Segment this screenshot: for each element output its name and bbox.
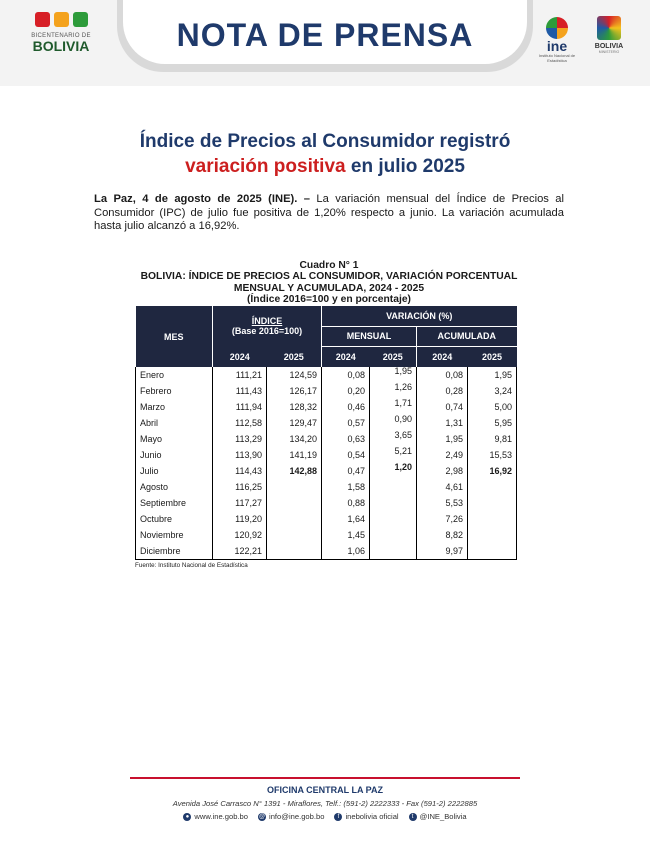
cell-i25 bbox=[267, 463, 322, 479]
cell-m24 bbox=[322, 431, 370, 447]
lead-text: La variación mensual del Índice de Precios al Consumidor (IPC) de julio fue positiva de 1,20% respecto a junio. La variación acumulada hasta julio alcanzó a 16,92%. bbox=[94, 193, 564, 232]
cell-a24 bbox=[417, 431, 468, 447]
cell-a24-value: 4,61 bbox=[445, 482, 463, 492]
contact-twitter-text: @INE_Bolivia bbox=[419, 812, 467, 821]
cell-a24-value: 1,31 bbox=[445, 418, 463, 428]
cell-a24 bbox=[417, 527, 468, 543]
cell-m24-value: 0,88 bbox=[347, 498, 365, 508]
cell-mes bbox=[136, 495, 213, 511]
table-row bbox=[136, 415, 517, 431]
cell-m25 bbox=[370, 415, 417, 431]
cell-a25-value: 15,53 bbox=[489, 450, 512, 460]
cell-a25-value: 1,95 bbox=[494, 370, 512, 380]
cell-a25 bbox=[468, 399, 517, 415]
cell-a24-value: 0,28 bbox=[445, 386, 463, 396]
cell-mes bbox=[136, 527, 213, 543]
cell-a24 bbox=[417, 479, 468, 495]
cell-i25 bbox=[267, 447, 322, 463]
government-logo-mark bbox=[597, 16, 621, 40]
table-row bbox=[136, 447, 517, 463]
cell-mes bbox=[136, 511, 213, 527]
cell-a24 bbox=[417, 495, 468, 511]
header-mensual-2025: 2025 bbox=[370, 346, 417, 367]
cell-a25 bbox=[468, 463, 517, 479]
cell-m25-value: 1,95 bbox=[394, 366, 412, 376]
cell-i24 bbox=[213, 431, 267, 447]
ine-logo bbox=[537, 17, 577, 77]
cell-a25 bbox=[468, 479, 517, 495]
cell-i25 bbox=[267, 367, 322, 383]
cell-a24-value: 2,49 bbox=[445, 450, 463, 460]
cell-mes-value: Septiembre bbox=[140, 498, 187, 508]
cell-i25-value: 134,20 bbox=[289, 434, 317, 444]
banner-title: NOTA DE PRENSA bbox=[176, 16, 474, 53]
cell-i25-value: 129,47 bbox=[289, 418, 317, 428]
cell-a25 bbox=[468, 415, 517, 431]
headline-line-1: Índice de Precios al Consumidor registró bbox=[139, 131, 511, 152]
cell-i24-value: 111,43 bbox=[235, 386, 262, 396]
headline-line-2 bbox=[0, 156, 650, 178]
header-acumulada-2024: 2024 bbox=[417, 346, 468, 367]
cell-m24-value: 0,47 bbox=[347, 466, 365, 476]
ipc-table bbox=[135, 306, 517, 560]
cell-mes-value: Febrero bbox=[140, 386, 172, 396]
cell-a24-value: 7,26 bbox=[445, 514, 463, 524]
contact-twitter[interactable] bbox=[409, 812, 467, 821]
cell-m24 bbox=[322, 479, 370, 495]
cell-mes-value: Enero bbox=[140, 370, 165, 380]
cell-i24-value: 117,27 bbox=[235, 498, 262, 508]
cell-m25 bbox=[370, 479, 417, 495]
cell-a25-value: 16,92 bbox=[489, 466, 512, 476]
cell-i24-value: 113,29 bbox=[235, 434, 262, 444]
header-indice-base: (Base 2016=100) bbox=[231, 326, 303, 336]
cell-a24-value: 8,82 bbox=[445, 530, 463, 540]
cell-mes bbox=[136, 415, 213, 431]
cell-a24 bbox=[417, 415, 468, 431]
cell-m24-value: 0,57 bbox=[347, 418, 365, 428]
footer-divider bbox=[130, 777, 520, 779]
cell-m25 bbox=[370, 399, 417, 415]
table-row bbox=[136, 495, 517, 511]
table-row bbox=[136, 479, 517, 495]
cell-m24 bbox=[322, 527, 370, 543]
table-row bbox=[136, 511, 517, 527]
cell-a24 bbox=[417, 383, 468, 399]
contact-email-text: info@ine.gob.bo bbox=[269, 812, 325, 821]
cell-a24-value: 2,98 bbox=[445, 466, 463, 476]
ine-logo-mark bbox=[546, 17, 568, 39]
cell-a24-value: 1,95 bbox=[445, 434, 463, 444]
cell-mes-value: Noviembre bbox=[140, 530, 184, 540]
cell-m24 bbox=[322, 463, 370, 479]
cell-a24 bbox=[417, 511, 468, 527]
cell-m25 bbox=[370, 463, 417, 479]
cell-i25 bbox=[267, 399, 322, 415]
cell-mes bbox=[136, 399, 213, 415]
cell-a24 bbox=[417, 543, 468, 560]
cell-a24-value: 0,08 bbox=[445, 370, 463, 380]
cell-i24 bbox=[213, 415, 267, 431]
cell-a24 bbox=[417, 367, 468, 383]
footer-address: Avenida José Carrasco N° 1391 - Miraflores, Telf.: (591-2) 2222333 - Fax (591-2) 2222885 bbox=[172, 799, 478, 808]
cell-i25 bbox=[267, 527, 322, 543]
cell-i24 bbox=[213, 447, 267, 463]
contact-website-text: www.ine.gob.bo bbox=[194, 812, 249, 821]
cell-a25-value: 3,24 bbox=[494, 386, 512, 396]
cell-m25-value: 5,21 bbox=[394, 446, 412, 456]
contact-email[interactable] bbox=[258, 812, 324, 821]
cell-mes bbox=[136, 367, 213, 383]
cell-mes bbox=[136, 447, 213, 463]
table-row bbox=[136, 463, 517, 479]
cell-i25 bbox=[267, 511, 322, 527]
header-indice-label: ÍNDICE bbox=[251, 316, 283, 326]
header-indice-2024: 2024 bbox=[213, 346, 267, 367]
cell-m24-value: 0,08 bbox=[347, 370, 365, 380]
cell-i24 bbox=[213, 511, 267, 527]
table-row bbox=[136, 527, 517, 543]
cell-m24-value: 1,06 bbox=[347, 546, 365, 556]
cell-i25 bbox=[267, 431, 322, 447]
table-row bbox=[136, 543, 517, 560]
bicentenario-logo-subtitle: BICENTENARIO DE bbox=[31, 33, 91, 39]
table-row bbox=[136, 431, 517, 447]
cell-m25 bbox=[370, 383, 417, 399]
cell-i24-value: 112,58 bbox=[235, 418, 262, 428]
cell-i24 bbox=[213, 527, 267, 543]
header-acumulada-2025: 2025 bbox=[468, 346, 517, 367]
cell-a24 bbox=[417, 463, 468, 479]
cell-a25 bbox=[468, 543, 517, 560]
contact-facebook[interactable] bbox=[334, 812, 398, 821]
cell-m24-value: 0,20 bbox=[347, 386, 365, 396]
dateline: La Paz, 4 de agosto de 2025 (INE). – bbox=[94, 193, 311, 205]
cell-m25 bbox=[370, 527, 417, 543]
cell-a25-value: 5,95 bbox=[494, 418, 512, 428]
cell-a25 bbox=[468, 511, 517, 527]
footer-title: OFICINA CENTRAL LA PAZ bbox=[267, 785, 383, 795]
government-logo-subtitle: MINISTERIO bbox=[598, 50, 620, 54]
cell-i25-value: 128,32 bbox=[289, 402, 317, 412]
press-banner bbox=[117, 0, 533, 72]
cell-m25-value: 1,71 bbox=[394, 398, 412, 408]
table-row bbox=[136, 367, 517, 383]
cell-m25 bbox=[370, 511, 417, 527]
cell-mes-value: Abril bbox=[140, 418, 159, 428]
table-title-line-2: MENSUAL Y ACUMULADA, 2024 - 2025 bbox=[233, 283, 425, 294]
cell-m25-value: 3,65 bbox=[394, 430, 412, 440]
cell-i24 bbox=[213, 463, 267, 479]
cell-i24 bbox=[213, 543, 267, 560]
cell-mes-value: Junio bbox=[140, 450, 162, 460]
header-indice-2025: 2025 bbox=[267, 346, 322, 367]
cell-i24-value: 111,21 bbox=[235, 370, 262, 380]
cell-a25 bbox=[468, 367, 517, 383]
footer-contacts bbox=[0, 812, 650, 821]
mail-icon: @ bbox=[258, 813, 266, 820]
cell-m24-value: 0,54 bbox=[347, 450, 365, 460]
cell-m24 bbox=[322, 415, 370, 431]
globe-icon: ● bbox=[183, 813, 191, 821]
cell-a24 bbox=[417, 447, 468, 463]
table-row bbox=[136, 399, 517, 415]
cell-mes bbox=[136, 431, 213, 447]
cell-i24-value: 111,94 bbox=[235, 402, 262, 412]
cell-m24 bbox=[322, 543, 370, 560]
cell-mes-value: Diciembre bbox=[140, 546, 181, 556]
cell-m24 bbox=[322, 495, 370, 511]
cell-a25-value: 5,00 bbox=[494, 402, 512, 412]
cell-m24 bbox=[322, 511, 370, 527]
cell-mes-value: Agosto bbox=[140, 482, 169, 492]
table-number: Cuadro N° 1 bbox=[299, 260, 359, 271]
cell-a24-value: 9,97 bbox=[445, 546, 463, 556]
government-logo bbox=[584, 16, 634, 76]
cell-i25 bbox=[267, 479, 322, 495]
cell-i25 bbox=[267, 383, 322, 399]
cell-i24-value: 113,90 bbox=[235, 450, 262, 460]
cell-i24-value: 116,25 bbox=[235, 482, 262, 492]
cell-a24-value: 5,53 bbox=[445, 498, 463, 508]
ine-logo-subtitle: Instituto Nacional de Estadística bbox=[538, 53, 576, 63]
cell-m24 bbox=[322, 367, 370, 383]
cell-m24 bbox=[322, 383, 370, 399]
ine-logo-text: ine bbox=[546, 38, 568, 54]
table-row bbox=[136, 383, 517, 399]
government-logo-text: BOLIVIA bbox=[594, 43, 624, 50]
cell-m25 bbox=[370, 543, 417, 560]
cell-mes-value: Marzo bbox=[140, 402, 166, 412]
twitter-icon: t bbox=[409, 813, 417, 821]
cell-i25-value: 124,59 bbox=[289, 370, 317, 380]
cell-i24-value: 114,43 bbox=[235, 466, 262, 476]
table-source: Fuente: Instituto Nacional de Estadística bbox=[135, 562, 248, 569]
cell-m25 bbox=[370, 447, 417, 463]
cell-mes bbox=[136, 543, 213, 560]
bicentenario-logo-mark bbox=[22, 12, 100, 27]
header-indice bbox=[213, 306, 322, 346]
table-title: BOLIVIA: ÍNDICE DE PRECIOS AL CONSUMIDOR, VARIACIÓN PORCENTUAL bbox=[140, 271, 518, 282]
cell-i25 bbox=[267, 495, 322, 511]
cell-mes bbox=[136, 463, 213, 479]
cell-m25-value: 1,26 bbox=[394, 382, 412, 392]
cell-a25 bbox=[468, 527, 517, 543]
cell-i25-value: 141,19 bbox=[289, 450, 317, 460]
cell-mes-value: Mayo bbox=[140, 434, 163, 444]
cell-m25-value: 1,20 bbox=[394, 462, 412, 472]
header-mensual: MENSUAL bbox=[322, 326, 417, 346]
contact-website[interactable] bbox=[183, 812, 248, 821]
cell-m24-value: 1,64 bbox=[347, 514, 365, 524]
cell-a25 bbox=[468, 447, 517, 463]
cell-i24 bbox=[213, 495, 267, 511]
cell-m24 bbox=[322, 399, 370, 415]
cell-i24-value: 120,92 bbox=[234, 530, 262, 540]
cell-i24-value: 119,20 bbox=[235, 514, 262, 524]
header-mes: MES bbox=[136, 306, 213, 367]
cell-i25 bbox=[267, 543, 322, 560]
cell-a24 bbox=[417, 399, 468, 415]
cell-a25-value: 9,81 bbox=[494, 434, 512, 444]
page-header bbox=[0, 0, 650, 86]
contact-facebook-text: inebolivia oficial bbox=[345, 812, 399, 821]
cell-i24 bbox=[213, 399, 267, 415]
cell-m25 bbox=[370, 495, 417, 511]
cell-m24-value: 1,58 bbox=[347, 482, 365, 492]
bicentenario-logo bbox=[22, 12, 100, 78]
cell-m24 bbox=[322, 447, 370, 463]
cell-m25 bbox=[370, 431, 417, 447]
table-units: (Índice 2016=100 y en porcentaje) bbox=[247, 294, 411, 305]
cell-mes bbox=[136, 479, 213, 495]
cell-i24-value: 122,21 bbox=[234, 546, 262, 556]
cell-a25 bbox=[468, 495, 517, 511]
facebook-icon: f bbox=[334, 813, 342, 821]
cell-a25 bbox=[468, 431, 517, 447]
cell-i24 bbox=[213, 383, 267, 399]
cell-m24-value: 0,63 bbox=[347, 434, 365, 444]
cell-i24 bbox=[213, 479, 267, 495]
cell-mes-value: Octubre bbox=[140, 514, 173, 524]
bicentenario-logo-main: BOLIVIA bbox=[32, 38, 90, 54]
headline-highlight: variación positiva bbox=[185, 156, 346, 177]
cell-i25 bbox=[267, 415, 322, 431]
cell-mes-value: Julio bbox=[140, 466, 159, 476]
cell-a24-value: 0,74 bbox=[445, 402, 463, 412]
cell-i24 bbox=[213, 367, 267, 383]
cell-m25 bbox=[370, 367, 417, 383]
header-variacion: VARIACIÓN (%) bbox=[322, 306, 517, 326]
cell-m25-value: 0,90 bbox=[394, 414, 412, 424]
header-acumulada: ACUMULADA bbox=[417, 326, 517, 346]
cell-mes bbox=[136, 383, 213, 399]
cell-a25 bbox=[468, 383, 517, 399]
cell-m24-value: 1,45 bbox=[347, 530, 365, 540]
cell-i25-value: 126,17 bbox=[289, 386, 317, 396]
cell-i25-value: 142,88 bbox=[289, 466, 317, 476]
headline-rest: en julio 2025 bbox=[345, 156, 465, 177]
lead-paragraph bbox=[94, 193, 564, 234]
cell-m24-value: 0,46 bbox=[347, 402, 365, 412]
header-mensual-2024: 2024 bbox=[322, 346, 370, 367]
